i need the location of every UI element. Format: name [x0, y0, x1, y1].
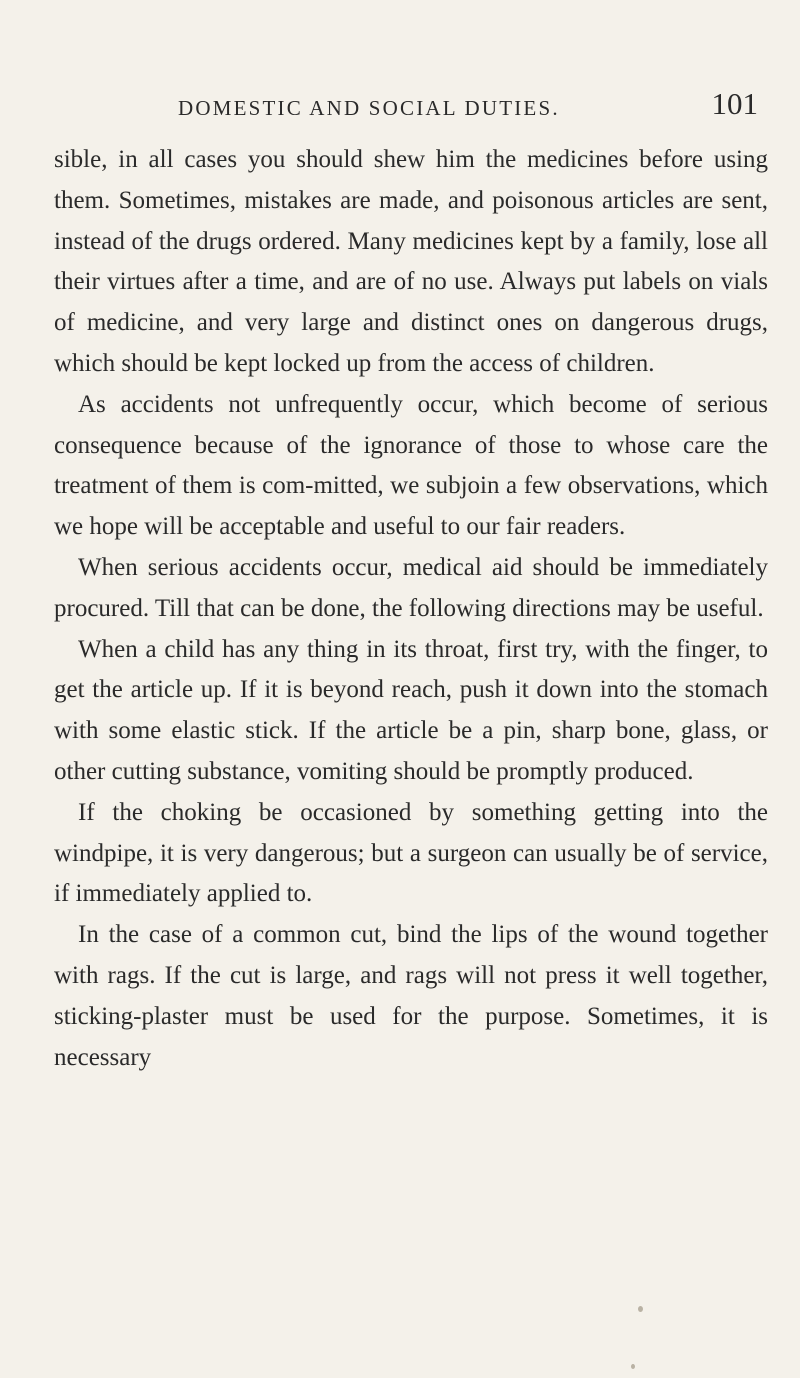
paper-speck [638, 1306, 643, 1312]
paragraph-1: sible, in all cases you should shew him the medicines before using them. Sometimes, mistakes are made, and poisonous articles are sent, instead of the drugs ordered. Many medicines kept by a family, lose all their virtues after a time, and are of no use. Always put labels on vials of medicine, and very large and distinct ones on dangerous drugs, which should be kept locked up from the access of children. [54, 146, 768, 377]
page-number: 101 [711, 86, 758, 121]
paragraph-6: In the case of a common cut, bind the lips of the wound together with rags. If the cut is large, and rags will not press it well together, sticking-plaster must be used for the purpose. Sometimes, it is necessary [54, 921, 768, 1071]
body-text [54, 140, 768, 1078]
running-header [178, 86, 758, 126]
paragraph-2: As accidents not unfrequently occur, which become of serious consequence because of the ignorance of those to whose care the treatment of them is com-mitted, we subjoin a few observations, which we hope will be acceptable and useful to our fair readers. [54, 390, 768, 541]
paragraph-4: When a child has any thing in its throat, first try, with the finger, to get the article up. If it is beyond reach, push it down into the stomach with some elastic stick. If the article be a pin, sharp bone, glass, or other cutting substance, vomiting should be promptly produced. [54, 635, 768, 785]
paper-speck [631, 1364, 635, 1369]
paragraph-5: If the choking be occasioned by something getting into the windpipe, it is very dangerous; but a surgeon can usually be of service, if immediately applied to. [54, 798, 768, 908]
running-header-title: DOMESTIC AND SOCIAL DUTIES. [178, 96, 560, 120]
paragraph-3: When serious accidents occur, medical aid should be immediately procured. Till that can be done, the following directions may be useful. [54, 553, 768, 622]
